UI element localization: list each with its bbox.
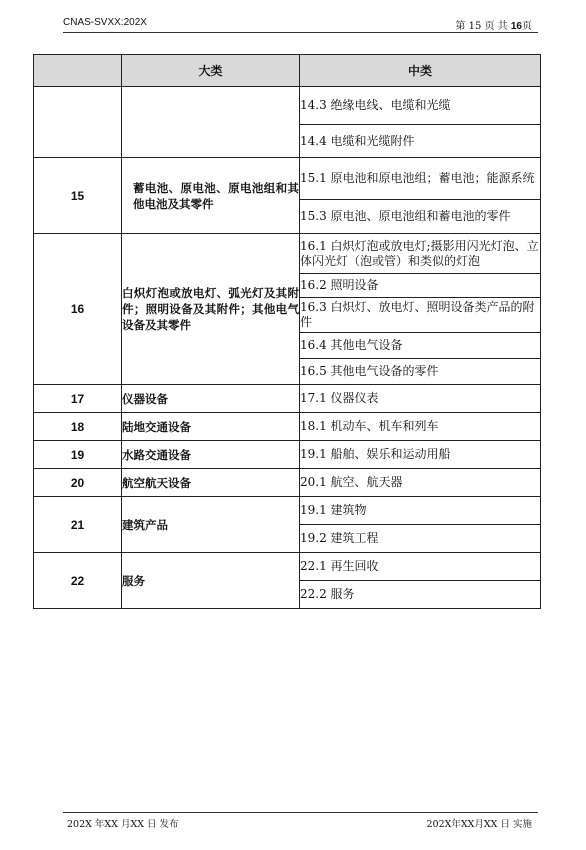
page-prefix: 第 15 页 共 [455, 21, 511, 32]
minor-category: 19.1 船舶、娱乐和运动用船 [300, 441, 541, 469]
category-number [34, 87, 122, 158]
category-number: 20 [34, 469, 122, 497]
category-number: 22 [34, 553, 122, 609]
page-header [63, 12, 538, 33]
minor-category: 17.1 仪器仪表 [300, 385, 541, 413]
effective-date: 202X年XX月XX 日 实施 [426, 819, 532, 830]
doc-code: CNAS-SVXX:202X [63, 17, 147, 28]
category-number: 19 [34, 441, 122, 469]
table-row [34, 469, 541, 497]
minor-category: 22.1 再生回收 [300, 553, 541, 581]
major-category: 蓄电池、原电池、原电池组和其他电池及其零件 [122, 158, 300, 234]
minor-category: 19.2 建筑工程 [300, 525, 541, 553]
major-category: 建筑产品 [122, 497, 300, 553]
category-number: 18 [34, 413, 122, 441]
major-category: 陆地交通设备 [122, 413, 300, 441]
table-row [34, 234, 541, 274]
minor-category: 16.5 其他电气设备的零件 [300, 359, 541, 385]
category-number: 21 [34, 497, 122, 553]
minor-category: 15.3 原电池、原电池组和蓄电池的零件 [300, 200, 541, 234]
page-total: 16 [510, 21, 522, 32]
minor-category: 16.4 其他电气设备 [300, 333, 541, 359]
category-number: 16 [34, 234, 122, 385]
header-blank [34, 55, 122, 87]
minor-category: 19.1 建筑物 [300, 497, 541, 525]
table-row [34, 158, 541, 200]
major-category: 服务 [122, 553, 300, 609]
header-major: 大类 [122, 55, 300, 87]
table-header-row [34, 55, 541, 87]
major-category: 仪器设备 [122, 385, 300, 413]
category-number: 17 [34, 385, 122, 413]
header-minor: 中类 [300, 55, 541, 87]
minor-category: 15.1 原电池和原电池组；蓄电池；能源系统 [300, 158, 541, 200]
table-row [34, 553, 541, 581]
table-row [34, 413, 541, 441]
minor-category: 16.3 白炽灯、放电灯、照明设备类产品的附件 [300, 298, 541, 333]
page-footer [63, 812, 538, 830]
page-suffix: 页 [522, 21, 532, 32]
minor-category: 14.4 电缆和光缆附件 [300, 125, 541, 158]
page-number [455, 17, 532, 32]
category-number: 15 [34, 158, 122, 234]
minor-category: 20.1 航空、航天器 [300, 469, 541, 497]
table-row [34, 497, 541, 525]
minor-category: 16.1 白炽灯泡或放电灯;摄影用闪光灯泡、立体闪光灯（泡或管）和类似的灯泡 [300, 234, 541, 274]
table-row [34, 441, 541, 469]
table-row [34, 385, 541, 413]
table-row [34, 87, 541, 125]
major-category [122, 87, 300, 158]
minor-category: 14.3 绝缘电线、电缆和光缆 [300, 87, 541, 125]
minor-category: 18.1 机动车、机车和列车 [300, 413, 541, 441]
major-category: 航空航天设备 [122, 469, 300, 497]
major-category: 白炽灯泡或放电灯、弧光灯及其附件；照明设备及其附件；其他电气设备及其零件 [122, 234, 300, 385]
category-table [33, 54, 541, 609]
minor-category: 16.2 照明设备 [300, 274, 541, 298]
minor-category: 22.2 服务 [300, 581, 541, 609]
issue-date: 202X 年XX 月XX 日 发布 [67, 819, 179, 830]
table-body [34, 87, 541, 609]
major-category: 水路交通设备 [122, 441, 300, 469]
